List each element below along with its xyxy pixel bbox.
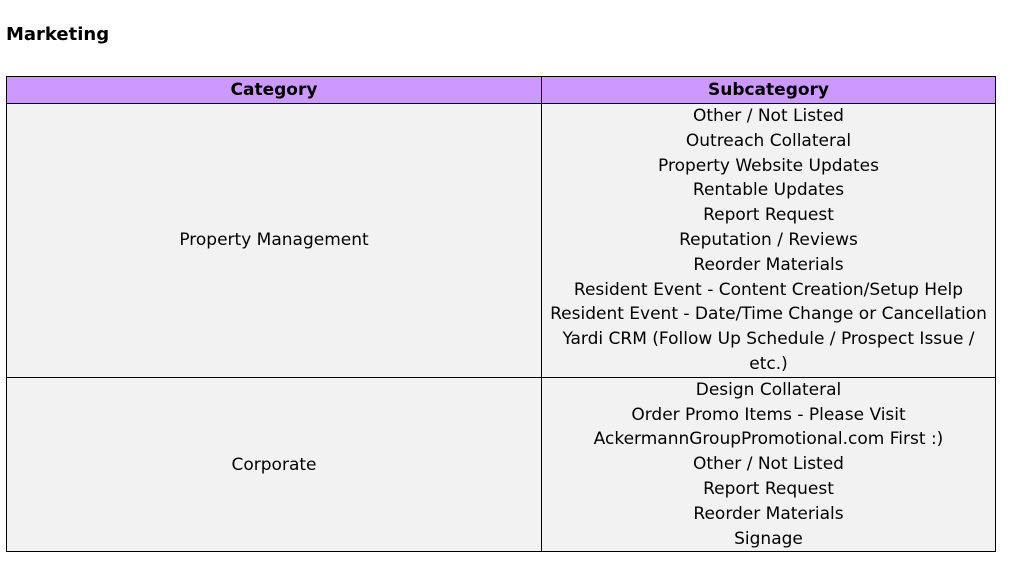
- subcategory-item: Reorder Materials: [693, 503, 844, 524]
- subcategory-item: Reputation / Reviews: [679, 229, 858, 250]
- subcategory-item: Resident Event - Content Creation/Setup Help: [573, 279, 964, 300]
- subcategory-item: Reorder Materials: [693, 254, 844, 275]
- subcategory-item: Signage: [734, 528, 803, 549]
- table-row: [7, 104, 996, 378]
- subcategory-item: Outreach Collateral: [685, 130, 852, 151]
- subcategory-item: Design Collateral: [695, 379, 842, 400]
- column-header-subcategory: Subcategory: [542, 77, 996, 104]
- subcategory-item: Resident Event - Date/Time Change or Cancellation: [550, 304, 987, 325]
- subcategory-item: Property Website Updates: [658, 155, 879, 176]
- subcategory-cell: [542, 104, 996, 378]
- subcategory-item: Report Request: [703, 205, 834, 226]
- page-title: Marketing: [6, 24, 110, 45]
- subcategory-item: Order Promo Items - Please Visit AckermannGroupPromotional.com First :): [593, 404, 944, 450]
- table-row: [7, 377, 996, 552]
- subcategory-item: Other / Not Listed: [693, 454, 844, 475]
- subcategory-item: Yardi CRM (Follow Up Schedule / Prospect Issue / etc.): [562, 329, 975, 374]
- category-cell: Property Management: [7, 104, 542, 378]
- category-table: [6, 76, 996, 552]
- subcategory-item: Rentable Updates: [692, 180, 845, 201]
- subcategory-item: Other / Not Listed: [693, 106, 844, 126]
- column-header-category: Category: [7, 77, 542, 104]
- subcategory-cell: [542, 377, 996, 552]
- table-header-row: [7, 77, 996, 104]
- subcategory-item: Report Request: [703, 478, 834, 499]
- category-cell: Corporate: [7, 377, 542, 552]
